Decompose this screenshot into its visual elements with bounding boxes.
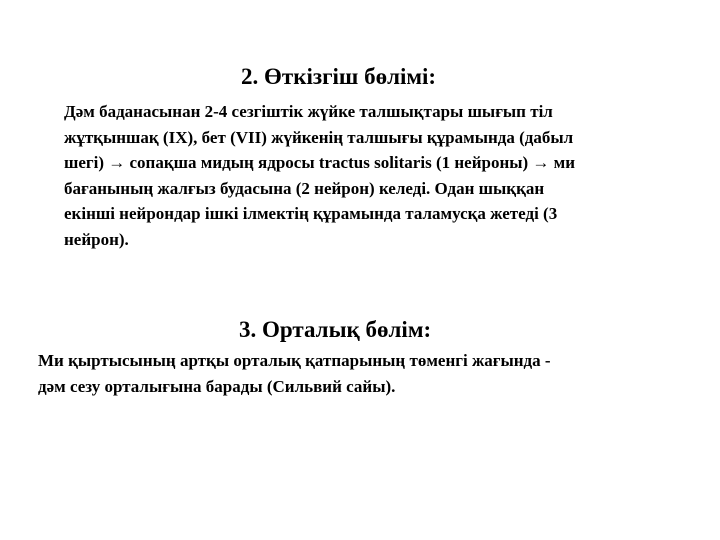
paragraph-line: дәм сезу орталығына барады (Сильвий сайы).: [38, 376, 396, 396]
paragraph-line: Ми қыртысының артқы орталық қатпарының төменгі жағында -: [38, 351, 551, 370]
paragraph-line: Дәм баданасынан 2-4 сезгіштік жүйке талшықтары шығып тіл: [64, 102, 553, 121]
paragraph-line: бағанының жалғыз будасына (2 нейрон) келеді. Одан шыққан: [64, 178, 545, 198]
section-3-paragraph: [38, 348, 714, 399]
paragraph-line: жұтқыншақ (IX), бет (VII) жүйкенің талшығы құрамында (дабыл: [64, 127, 574, 147]
paragraph-line: екінші нейрондар ішкі ілмектің құрамында таламусқа жетеді (3: [64, 204, 558, 223]
paragraph-line: нейрон).: [64, 229, 129, 249]
section-2-heading: 2. Өткізгіш бөлімі:: [241, 64, 437, 89]
paragraph-line: шегі) → сопақша мидың ядросы tractus solitaris (1 нейроны) → ми: [64, 153, 576, 172]
section-2-paragraph: [64, 99, 700, 252]
section-3-heading: 3. Орталық бөлім:: [239, 317, 432, 342]
